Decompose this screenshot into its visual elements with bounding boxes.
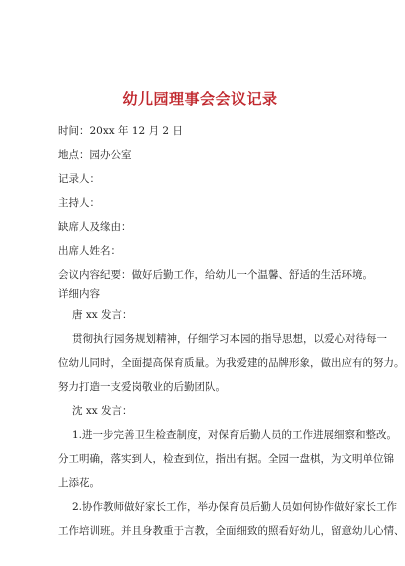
item-1-line: 1.进一步完善卫生检查制度，对保育后勤人员的工作进展细察和整改。 — [72, 429, 398, 441]
speaker-1-line: 努力打造一支爱岗敬业的后勤团队。 — [58, 381, 226, 393]
meta-recorder: 记录人： — [58, 173, 100, 185]
item-2-line: 2.协作教师做好家长工作，举办保育员后勤人员如何协作做好家长工作 — [72, 501, 398, 513]
meta-attendees: 出席人姓名： — [58, 245, 121, 257]
meta-absent: 缺席人及缘由： — [58, 221, 132, 233]
meeting-summary: 会议内容纪要：做好后勤工作，给幼儿一个温馨、舒适的生活环境。 — [58, 269, 373, 281]
speaker-2-heading: 沈 xx 发言： — [72, 405, 133, 417]
speaker-1-line: 贯彻执行园务规划精神，仔细学习本园的指导思想，以爱心对待每一 — [72, 333, 387, 345]
item-1-line: 上添花。 — [58, 477, 100, 489]
speaker-1-line: 位幼儿同时，全面提高保育质量。为我爱建的品牌形象，做出应有的努力。 — [58, 357, 405, 369]
item-2-line: 工作培训班。并且身教重于言教，全面细致的照看好幼儿，留意幼儿心情、 — [58, 525, 405, 537]
speaker-1-heading: 唐 xx 发言： — [72, 309, 133, 321]
meta-time: 时间：20xx 年 12 月 2 日 — [58, 125, 183, 137]
detail-heading: 详细内容 — [58, 288, 100, 300]
meta-location: 地点：园办公室 — [58, 149, 132, 161]
item-1-line: 分工明确，落实到人，检查到位，指出有据。全园一盘棋，为文明单位锦 — [58, 453, 394, 465]
document-title: 幼儿园理事会会议记录 — [122, 90, 278, 108]
meta-host: 主持人： — [58, 197, 100, 209]
